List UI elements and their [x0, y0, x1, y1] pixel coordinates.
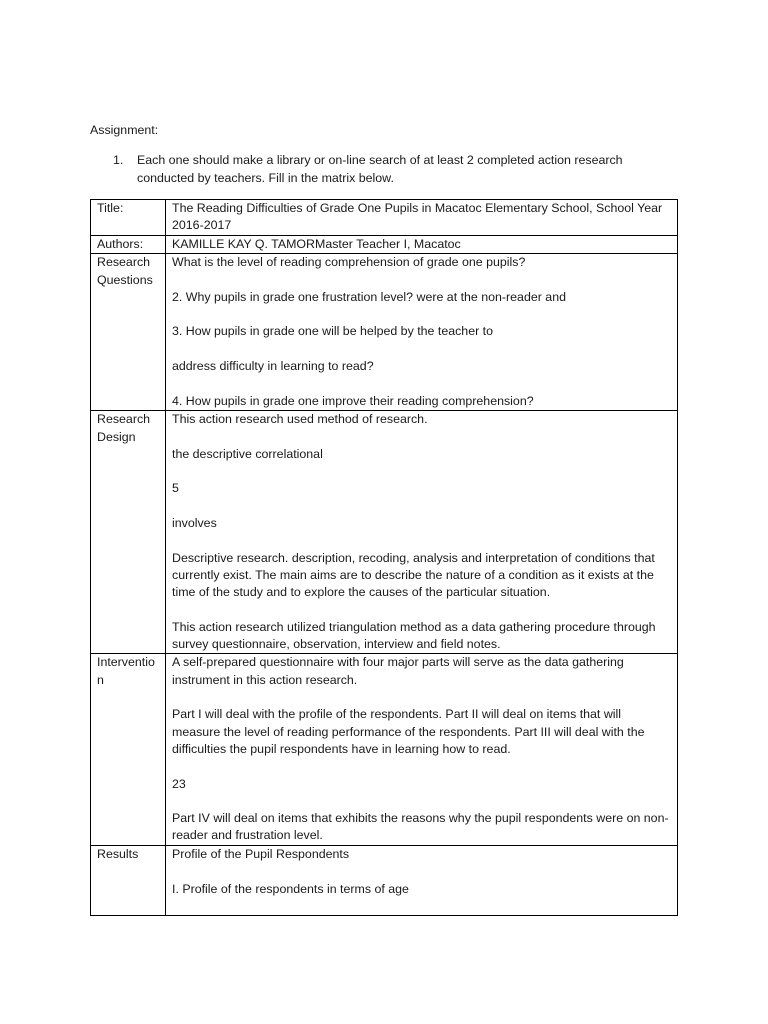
results-paragraph: Profile of the Pupil Respondents	[172, 847, 350, 862]
design-paragraph: This action research utilized triangulation method as a data gathering procedure through survey questionnaire, observation, interview and field notes.	[172, 619, 656, 652]
title-value: The Reading Difficulties of Grade One Pupils in Macatoc Elementary School, School Year 2016-2017	[166, 200, 678, 236]
title-row	[91, 200, 678, 236]
rq-item: address difficulty in learning to read?	[172, 359, 374, 374]
research-questions-content	[166, 254, 678, 411]
assignment-list-item	[113, 152, 673, 187]
intervention-label: Intervention	[91, 654, 166, 846]
results-label: Results	[91, 846, 166, 916]
rq-item: 3. How pupils in grade one will be helped by the teacher to	[172, 324, 493, 339]
assignment-heading: Assignment:	[90, 123, 159, 137]
research-questions-label: Research Questions	[91, 254, 166, 411]
research-design-row	[91, 411, 678, 654]
intervention-paragraph: Part I will deal with the profile of the respondents. Part II will deal on items that will measure the level of reading performance of the respondents. Part III will deal with the difficulties the pupil respondents have in learning how to read.	[172, 707, 645, 756]
intervention-content	[166, 654, 678, 846]
title-label: Title:	[91, 200, 166, 236]
research-questions-row	[91, 254, 678, 411]
rq-item: 4. How pupils in grade one improve their reading comprehension?	[172, 393, 534, 408]
list-item-number: 1.	[113, 153, 124, 167]
intervention-paragraph: A self-prepared questionnaire with four major parts will serve as the data gathering instrument in this action research.	[172, 655, 624, 687]
results-row	[91, 846, 678, 916]
design-paragraph: involves	[172, 516, 217, 531]
research-design-content	[166, 411, 678, 654]
rq-item: 2. Why pupils in grade one frustration level? were at the non-reader and	[172, 289, 566, 304]
results-content	[166, 846, 678, 916]
intervention-paragraph: Part IV will deal on items that exhibits the reasons why the pupil respondents were on non-reader and frustration level.	[172, 811, 669, 843]
intervention-row	[91, 654, 678, 846]
authors-row	[91, 236, 678, 254]
intervention-paragraph: 23	[172, 776, 186, 791]
design-paragraph: This action research used method of research.	[172, 412, 428, 427]
research-matrix-table	[90, 199, 678, 916]
research-design-label: Research Design	[91, 411, 166, 654]
results-paragraph: I. Profile of the respondents in terms of age	[172, 882, 409, 897]
authors-value: KAMILLE KAY Q. TAMORMaster Teacher I, Macatoc	[166, 236, 678, 254]
design-paragraph: 5	[172, 481, 179, 496]
design-paragraph: the descriptive correlational	[172, 446, 323, 461]
design-paragraph: Descriptive research. description, recoding, analysis and interpretation of conditions that currently exist. The main aims are to describe the nature of a condition as it exists at the time of the study and to explore the causes of the particular situation.	[172, 550, 655, 600]
authors-label: Authors:	[91, 236, 166, 254]
list-item-text: Each one should make a library or on-line search of at least 2 completed action research conducted by teachers. Fill in the matrix below.	[137, 153, 623, 185]
rq-item: What is the level of reading comprehension of grade one pupils?	[172, 255, 526, 270]
